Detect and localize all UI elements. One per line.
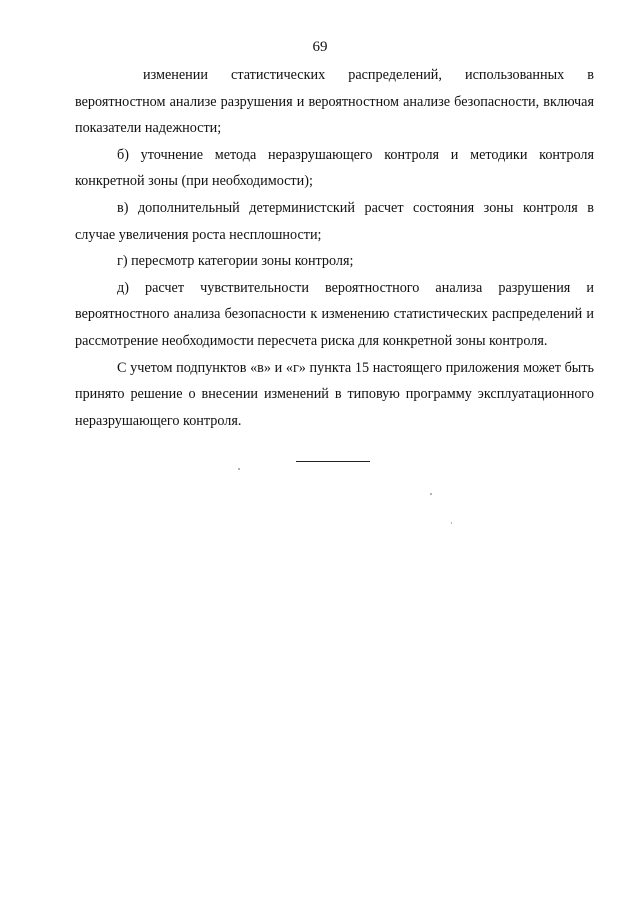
paragraph-item-b: б) уточнение метода неразрушающего контроля и методики контроля конкретной зоны (при необходимости); [75, 146, 594, 190]
scan-speck [451, 522, 452, 524]
document-body [75, 62, 594, 434]
end-of-text-rule [296, 461, 370, 462]
paragraph-item-d: д) расчет чувствительности вероятностного анализа разрушения и вероятностного анализа безопасности к изменению статистических распределений и рассмотрение необходимости пересчета риска для конкретной зоны контроля. [75, 279, 594, 349]
paragraph-conclusion: С учетом подпунктов «в» и «г» пункта 15 настоящего приложения может быть принято решение о внесении изменений в типовую программу эксплуатационного неразрушающего контроля. [75, 359, 594, 429]
paragraph-item-v: в) дополнительный детерминистский расчет состояния зоны контроля в случае увеличения роста несплошности; [75, 199, 594, 243]
scan-speck [238, 468, 240, 470]
paragraph-continuation: изменении статистических распределений, использованных в вероятностном анализе разрушения и вероятностном анализе безопасности, включая показатели надежности; [75, 67, 594, 137]
paragraph-item-g: г) пересмотр категории зоны контроля; [117, 253, 354, 270]
scan-speck [430, 493, 432, 495]
page-number: 69 [312, 39, 328, 55]
